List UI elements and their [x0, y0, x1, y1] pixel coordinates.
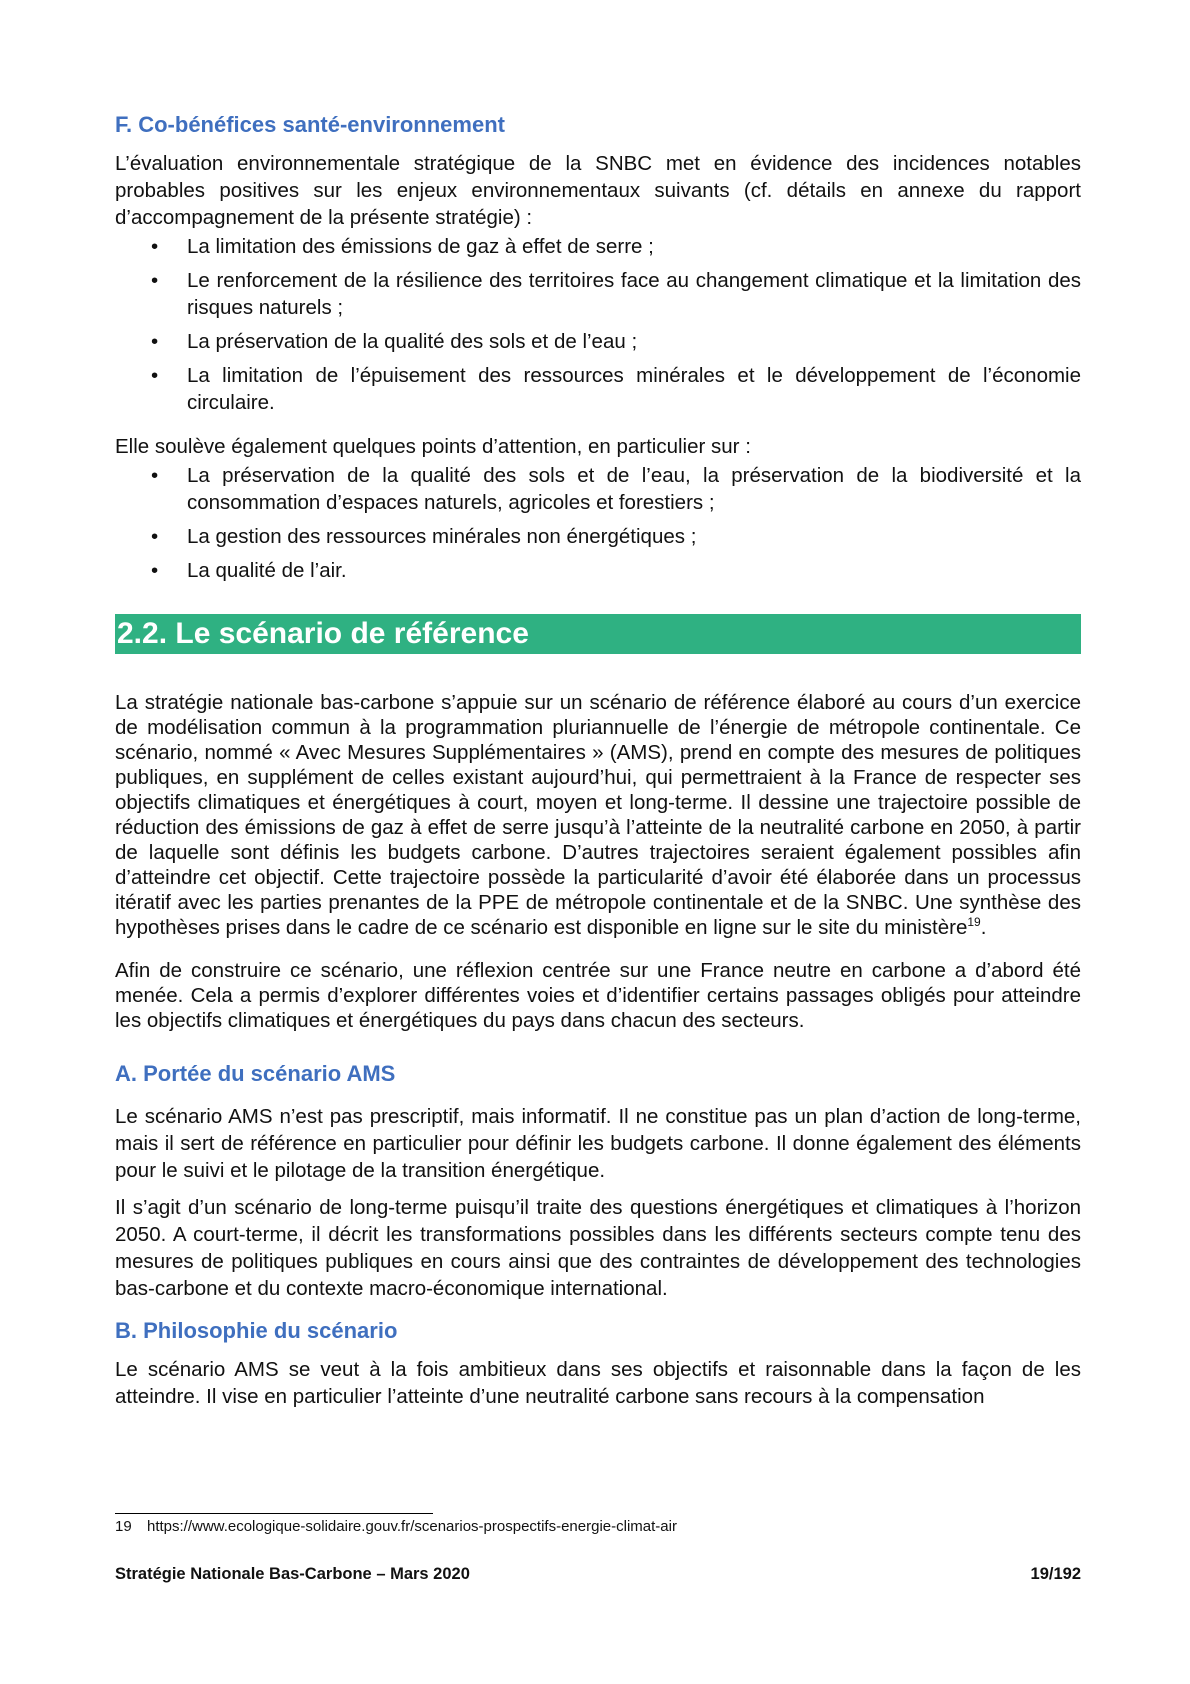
section-f-heading: F. Co-bénéfices santé-environnement — [115, 112, 505, 137]
footnote-divider — [115, 1513, 433, 1514]
section-22-paragraph-2: Afin de construire ce scénario, une réflexion centrée sur une France neutre en carbone a d’abord été menée. Cela a permis d’explorer différentes voies et d’identifier certains passages obligés pour atteindre les objectifs climatiques et énergétiques du pays dans chacun des secteurs. — [115, 959, 1081, 1032]
list-item: • La limitation des émissions de gaz à effet de serre ; — [151, 235, 654, 258]
bullet-icon: • — [151, 364, 159, 387]
section-a-paragraph-1: Le scénario AMS n’est pas prescriptif, mais informatif. Il ne constitue pas un plan d’action de long-terme, mais il sert de référence en particulier pour définir les budgets carbone. Il donne également des éléments pour le suivi et le pilotage de la transition énergétique. — [115, 1105, 1081, 1182]
list-item: • La préservation de la qualité des sols et de l’eau, la préservation de la biodiversité et la consommation d’espaces naturels, agricoles et forestiers ; — [151, 464, 1081, 514]
bullet-icon: • — [151, 269, 159, 292]
list-item: • La limitation de l’épuisement des ressources minérales et le développement de l’économie circulaire. — [151, 364, 1081, 414]
bullet-icon: • — [151, 235, 159, 258]
bullet-icon: • — [151, 525, 159, 548]
section-22-paragraph-1: La stratégie nationale bas-carbone s’appuie sur un scénario de référence élaboré au cours d’un exercice de modélisation commun à la programmation pluriannuelle de l’énergie de métropole continentale. Ce scénario, nommé « Avec Mesures Supplémentaires » (AMS), prend en compte des mesures de politiques publiques, en supplément de celles existant aujourd’hui, qui permettraient à la France de respecter ses objectifs climatiques et énergétiques à court, moyen et long-terme. Il dessine une trajectoire possible de réduction des émissions de gaz à effet de serre jusqu’à l’atteinte de la neutralité carbone en 2050, à partir de laquelle sont définis les budgets carbone. D’autres trajectoires seraient également possibles afin d’atteindre cet objectif. Cette trajectoire possède la particularité d’avoir été élaborée dans un processus itératif avec les parties prenantes de la PPE de métropole continentale et de la SNBC. Une synthèse des hypothèses prises dans le cadre de ce scénario est disponible en ligne sur le site du ministère$^{19}$. — [115, 691, 1081, 939]
document-page — [115, 112, 1081, 1410]
footnote-link[interactable]: https://www.ecologique-solidaire.gouv.fr/scenarios-prospectifs-energie-climat-air — [147, 1518, 677, 1535]
footnote-ref[interactable]: 19 — [967, 915, 981, 930]
footnote-number: 19 — [115, 1518, 132, 1535]
list-item: • La gestion des ressources minérales non énergétiques ; — [151, 525, 697, 548]
section-f-intro: L’évaluation environnementale stratégique de la SNBC met en évidence des incidences notables probables positives sur les enjeux environnementaux suivants (cf. détails en annexe du rapport d’accompagnement de la présente stratégie) : — [115, 152, 1081, 229]
list-item: • La qualité de l’air. — [151, 559, 347, 582]
bullet-icon: • — [151, 330, 159, 353]
footer-title: Stratégie Nationale Bas-Carbone – Mars 2020 — [115, 1565, 470, 1583]
footnote — [115, 1518, 677, 1535]
section-a-paragraph-2: Il s’agit d’un scénario de long-terme puisqu’il traite des questions énergétiques et climatiques à l’horizon 2050. A court-terme, il décrit les transformations possibles dans les différents secteurs compte tenu des mesures de politiques publiques en cours ainsi que des contraintes de développement des technologies bas-carbone et du contexte macro-économique international. — [115, 1196, 1081, 1300]
bullet-icon: • — [151, 464, 159, 487]
list-item: • La préservation de la qualité des sols et de l’eau ; — [151, 330, 638, 353]
positive-impacts-list — [115, 233, 1081, 416]
page-footer — [115, 1565, 1081, 1584]
page-number: 19/192 — [1030, 1565, 1081, 1583]
attention-points-list — [115, 462, 1081, 584]
section-a-heading: A. Portée du scénario AMS — [115, 1061, 396, 1086]
attention-intro: Elle soulève également quelques points d’attention, en particulier sur : — [115, 435, 751, 458]
section-b-paragraph-1: Le scénario AMS se veut à la fois ambitieux dans ses objectifs et raisonnable dans la façon de les atteindre. Il vise en particulier l’atteinte d’une neutralité carbone sans recours à la compensation — [115, 1358, 1081, 1408]
bullet-icon: • — [151, 559, 159, 582]
section-b-heading: B. Philosophie du scénario — [115, 1318, 398, 1343]
section-title-bar: 2.2. Le scénario de référence — [115, 614, 1081, 654]
list-item: • Le renforcement de la résilience des territoires face au changement climatique et la limitation des risques naturels ; — [151, 269, 1081, 319]
